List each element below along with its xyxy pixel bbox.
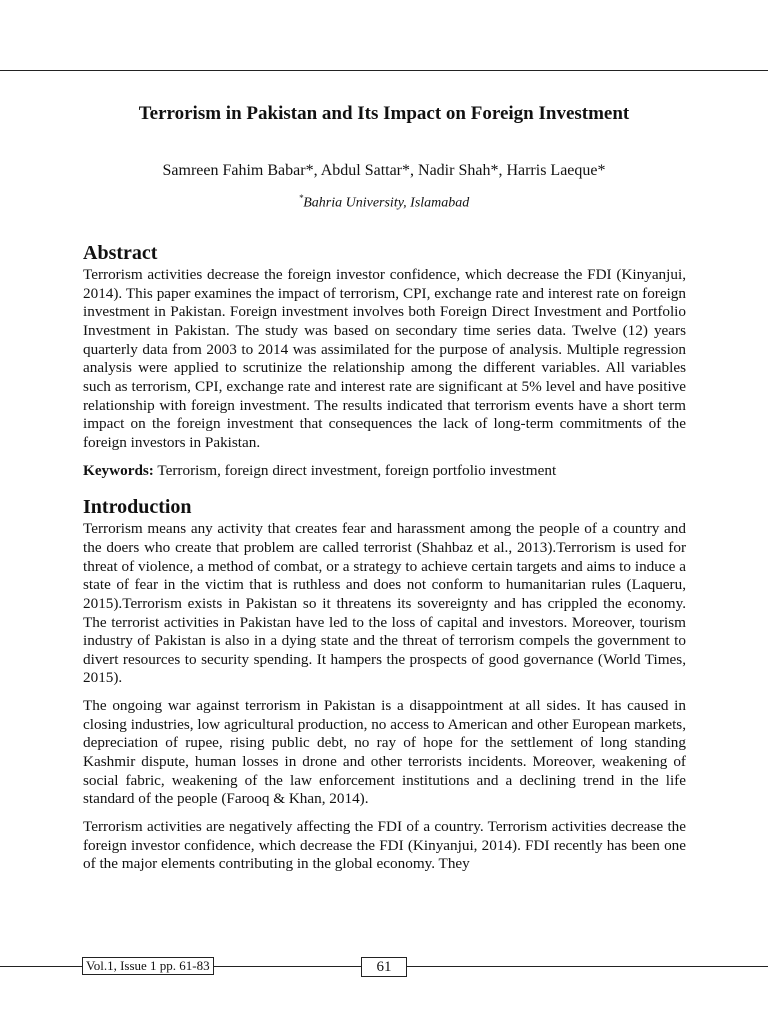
introduction-paragraph-1: Terrorism means any activity that creates fear and harassment among the people of a country and the doers who create that problem are called terrorist (Shahbaz et al., 2013).Terrorism is used for threat of violence, a method of combat, or a strategy to achieve certain targets and aims to induce a state of fear in the victim that is ruthless and does not conform to humanitarian rules (Laqueru, 2015).Terrorism exists in Pakistan so it threatens its sovereignty and has crippled the economy. The terrorist activities in Pakistan have led to the loss of capital and investors. Moreover, tourism industry of Pakistan is also in a dying state and the threat of terrorism compels the government to divert resources to security spending. It hampers the prospects of good governance (World Times, 2015). xyxy=(83,520,686,687)
affiliation xyxy=(0,188,768,214)
keywords-label: Keywords: xyxy=(83,461,154,479)
introduction-heading: Introduction xyxy=(83,496,192,519)
affiliation-marker: * xyxy=(298,193,304,203)
header-rule xyxy=(0,70,768,71)
abstract-heading: Abstract xyxy=(83,242,158,264)
introduction-paragraph-3: Terrorism activities are negatively affecting the FDI of a country. Terrorism activities decrease the foreign investor confidence, which decrease the FDI (Kinyanjui, 2014). FDI recently has been one of the major elements contributing in the global economy. They xyxy=(83,818,686,873)
page-number: 61 xyxy=(361,957,407,977)
keywords-list: Terrorism, foreign direct investment, foreign portfolio investment xyxy=(157,461,557,479)
volume-info: Vol.1, Issue 1 pp. 61-83 xyxy=(82,957,214,975)
abstract-text: Terrorism activities decrease the foreign investor confidence, which decrease the FDI (Kinyanjui, 2014). This paper examines the impact of terrorism, CPI, exchange rate and interest rate on foreign investment in Pakistan. Foreign investment involves both Foreign Direct Investment and Portfolio Investment in Pakistan. The study was based on secondary time series data. Twelve (12) years quarterly data from 2003 to 2014 was assimilated for the purpose of analysis. Multiple regression analysis were applied to scrutinize the relationship among the different variables. All variables such as terrorism, CPI, exchange rate and interest rate are significant at 5% level and have positive relationship with foreign investment. The results indicated that terrorism events have a short term impact on the foreign investment that consequences the lack of long-term commitments of the foreign investors in Pakistan. xyxy=(83,266,686,451)
keywords xyxy=(83,462,686,481)
affiliation-text: Bahria University, Islamabad xyxy=(303,195,470,211)
introduction-paragraph-2: The ongoing war against terrorism in Pakistan is a disappointment at all sides. It has caused in closing industries, low agricultural production, no access to American and other European markets, depreciation of rupee, rising public debt, no ray of hope for the settlement of long standing Kashmir dispute, human losses in drone and other terrorists incidents. Moreover, weakening of social fabric, weakening of the law enforcement institutions and a declining trend in the life standard of the people (Farooq & Khan, 2014). xyxy=(83,697,686,808)
author-list: Samreen Fahim Babar*, Abdul Sattar*, Nadir Shah*, Harris Laeque* xyxy=(162,162,606,179)
paper-body xyxy=(83,240,686,874)
paper-title: Terrorism in Pakistan and Its Impact on Foreign Investment xyxy=(138,103,630,124)
page-footer xyxy=(0,957,768,977)
